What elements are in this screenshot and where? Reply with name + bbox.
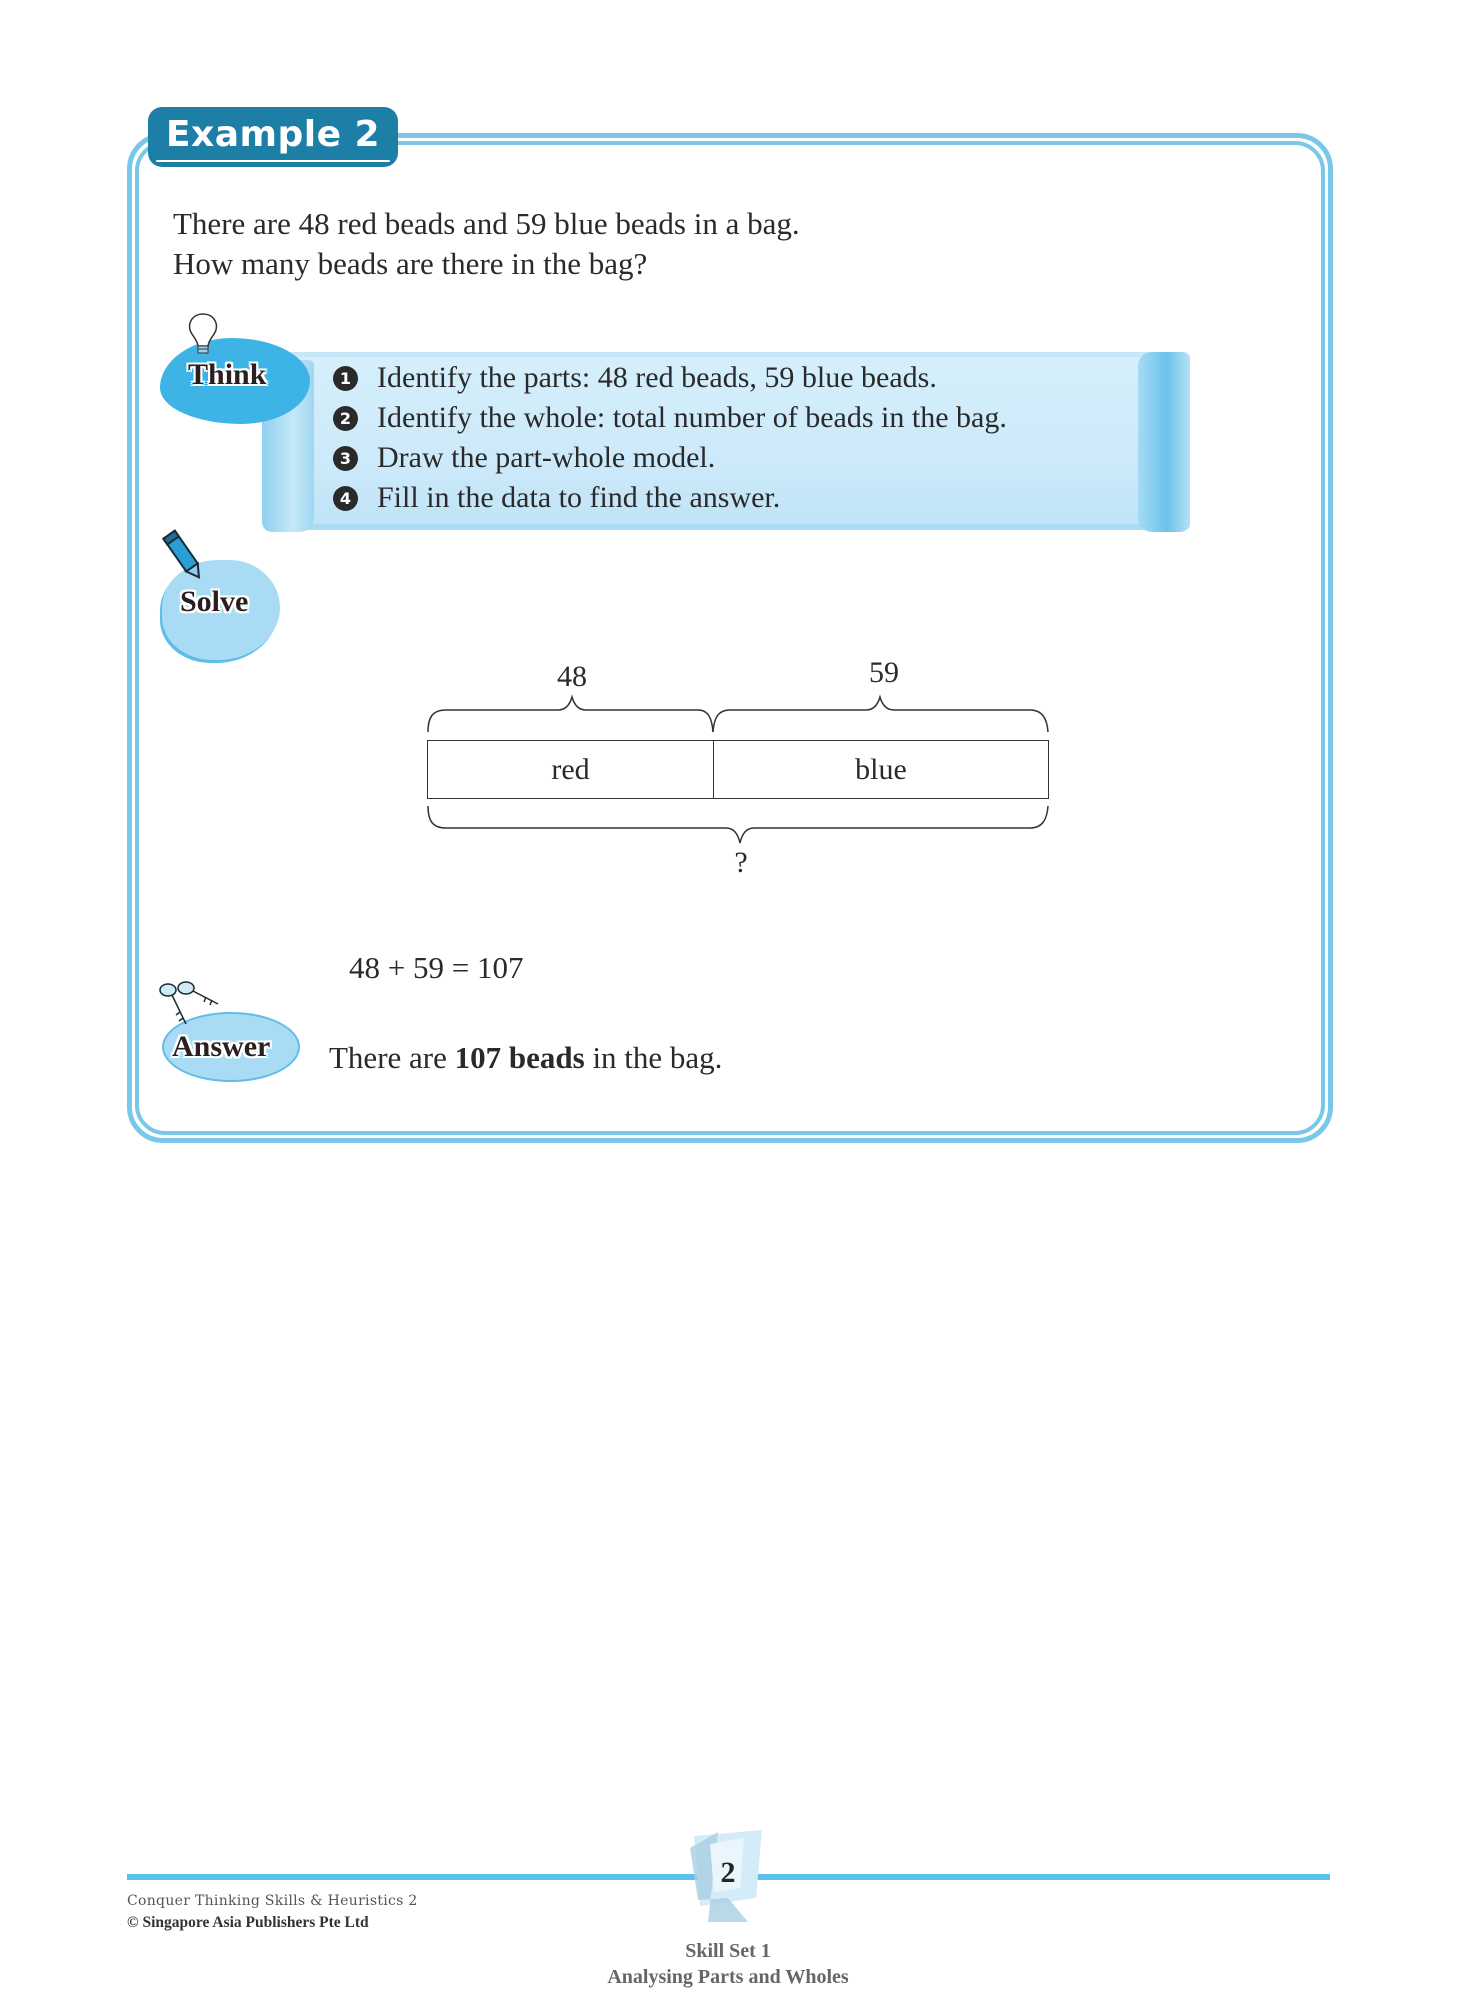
answer-label: Answer [172,1030,271,1063]
footer-section-info [607,1938,848,1990]
question-text [173,204,800,284]
step-text: Draw the part-whole model. [377,441,716,474]
answer-sentence [329,1040,722,1076]
example-title: Example 2 [165,113,381,155]
step-number-badge: 4 [333,486,358,511]
step-number-badge: 1 [333,366,358,391]
step-number-badge: 2 [333,406,358,431]
skill-set: Skill Set 1 [685,1940,771,1962]
step-text: Identify the whole: total number of beads in the bag. [377,401,1007,434]
think-step [333,438,1007,478]
solve-label: Solve [180,585,249,618]
page-number: 2 [720,1856,736,1889]
pencil-icon [160,528,208,584]
footer-publisher-info [127,1890,418,1934]
bar-segment-red: red [428,741,714,798]
question-line: There are 48 red beads and 59 blue beads in a bag. [173,206,800,241]
lightbulb-icon [186,312,220,358]
question-line: How many beads are there in the bag? [173,246,648,281]
whole-unknown-label: ? [734,846,748,879]
think-label: Think [188,358,267,391]
bar-segment-blue: blue [855,752,907,786]
part-value-red: 48 [557,660,587,693]
equation: 48 + 59 = 107 [349,950,524,985]
think-step [333,358,1007,398]
example-frame-inner-border [135,141,1325,1135]
part-whole-bar [427,740,1049,799]
think-steps-list [333,358,1007,518]
answer-value: 107 beads [454,1040,585,1075]
copyright: © Singapore Asia Publishers Pte Ltd [127,1914,369,1931]
part-value-blue: 59 [869,656,899,689]
step-text: Fill in the data to find the answer. [377,481,781,514]
answer-text-before: There are [329,1040,455,1075]
keys-icon [156,980,222,1030]
think-step [333,478,1007,518]
example-badge [148,107,398,167]
book-title: Conquer Thinking Skills & Heuristics 2 [127,1893,418,1909]
answer-text-after: in the bag. [584,1040,723,1075]
skill-name: Analysing Parts and Wholes [607,1966,849,1988]
step-text: Identify the parts: 48 red beads, 59 blue beads. [377,361,937,394]
step-number-badge: 3 [333,446,358,471]
think-step [333,398,1007,438]
scroll-curl-right [1138,352,1190,532]
